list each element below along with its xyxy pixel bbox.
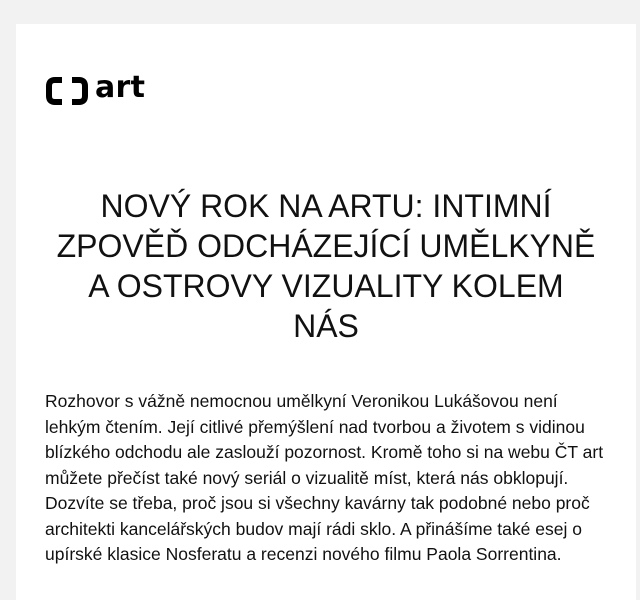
newsletter-card: [16, 24, 636, 600]
ct-logo-icon: [45, 76, 89, 106]
article-body: Rozhovor s vážně nemocnou umělkyní Veronikou Lukášovou není lehkým čtením. Její citlivé přemýšlení nad tvorbou a životem s vidinou blízkého odchodu ale zaslouží pozornost. Kromě toho si na webu ČT art můžete přečíst také nový seriál o vizualitě míst, která nás obklopují. Dozvíte se třeba, proč jsou si všechny kavárny tak podobné nebo proč architekti kancelářských budov mají rádi sklo. A přinášíme také esej o upírské klasice Nosferatu a recenzi nového filmu Paola Sorrentina.: [45, 391, 604, 564]
logo-text: art: [95, 70, 146, 105]
ct-art-logo[interactable]: [45, 70, 146, 106]
article-headline: NOVÝ ROK NA ARTU: INTIMNÍ ZPOVĚĎ ODCHÁZEJÍCÍ UMĚLKYNĚ A OSTROVY VIZUALITY KOLEM NÁS: [56, 188, 596, 344]
